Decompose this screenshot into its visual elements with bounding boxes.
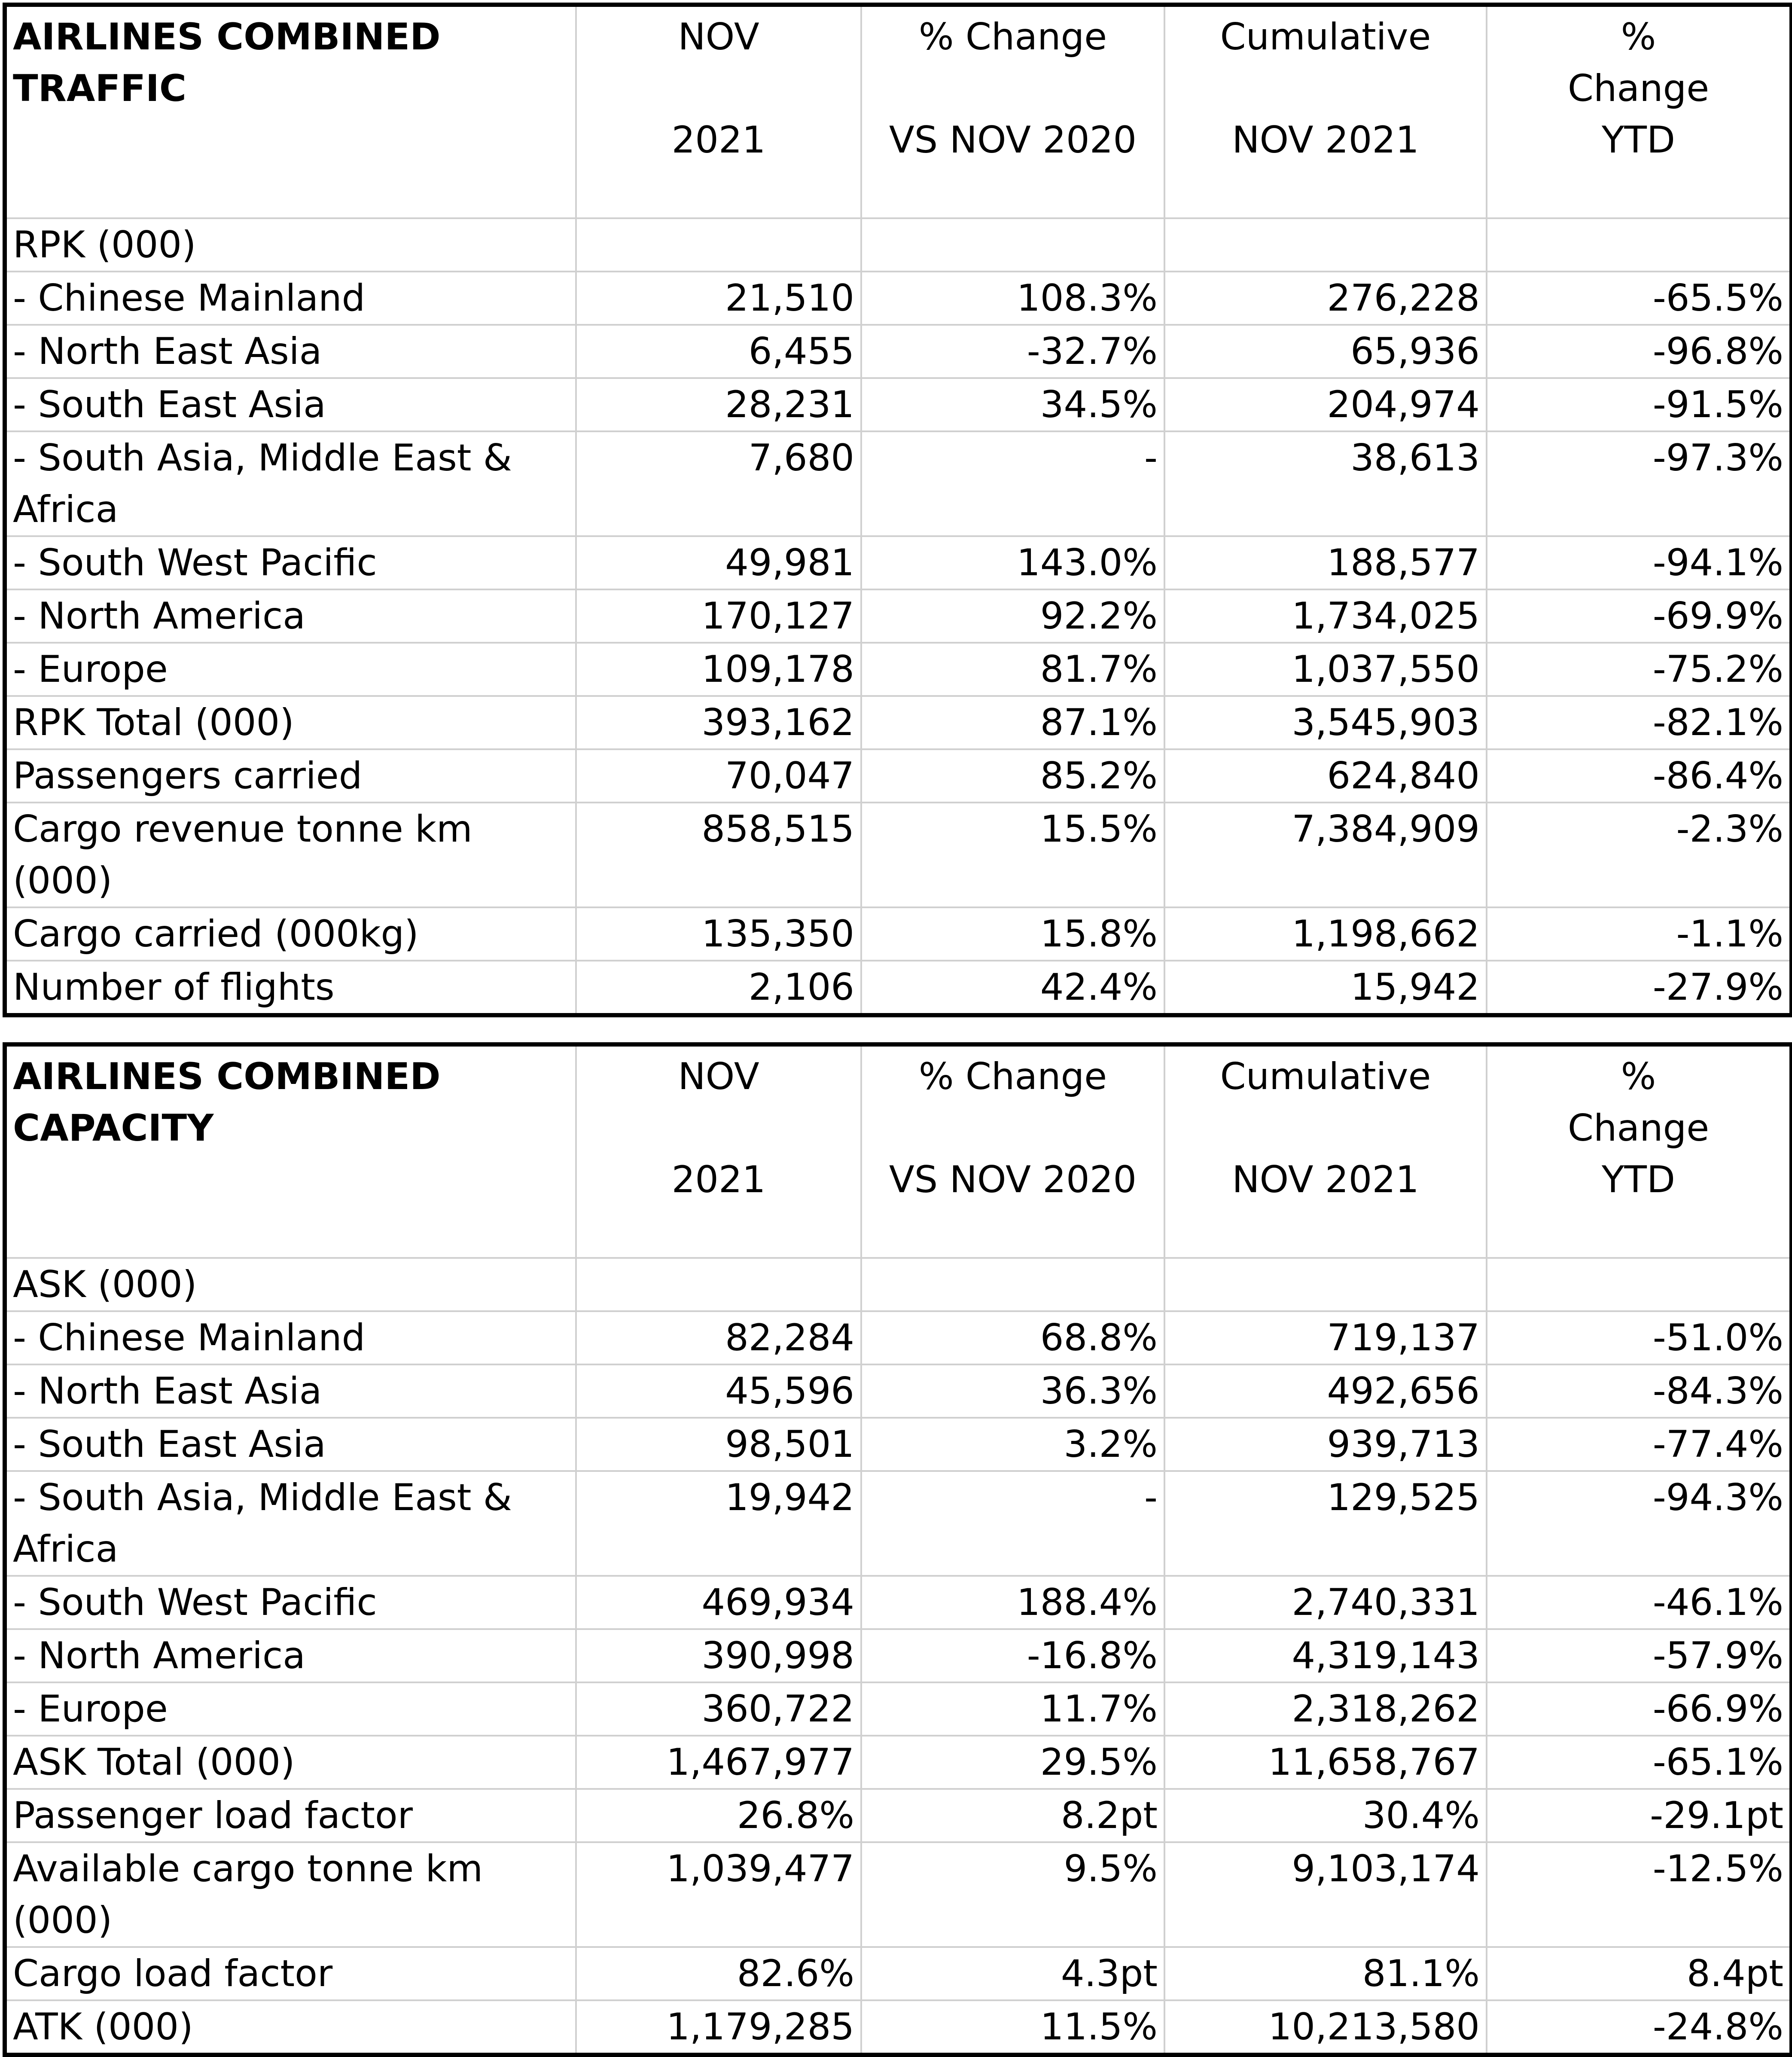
row-label: - South West Pacific — [5, 536, 576, 589]
table-row — [5, 803, 1792, 907]
cumulative-value-cell: 204,974 — [1164, 378, 1487, 431]
change-vs-prior-cell: 34.5% — [861, 378, 1164, 431]
cumulative-value-cell: 81.1% — [1164, 1947, 1487, 2000]
row-label: Available cargo tonne km (000) — [5, 1842, 576, 1947]
table-row — [5, 1947, 1792, 2000]
nov-value-cell: 98,501 — [576, 1418, 861, 1471]
change-vs-prior-cell: -32.7% — [861, 325, 1164, 378]
change-vs-prior-cell — [861, 1258, 1164, 1311]
change-vs-prior-cell: 9.5% — [861, 1842, 1164, 1947]
column-header — [576, 5, 861, 218]
change-ytd-cell: -24.8% — [1487, 2000, 1792, 2055]
row-label: - South East Asia — [5, 1418, 576, 1471]
cumulative-value-cell: 2,740,331 — [1164, 1576, 1487, 1629]
change-ytd-cell: -84.3% — [1487, 1364, 1792, 1418]
table-row — [5, 643, 1792, 696]
table-row — [5, 1364, 1792, 1418]
column-header-line: Change — [1567, 67, 1710, 110]
change-vs-prior-cell: - — [861, 431, 1164, 536]
row-label: RPK Total (000) — [5, 696, 576, 749]
table-row — [5, 961, 1792, 1015]
nov-value-cell: 7,680 — [576, 431, 861, 536]
change-ytd-cell: -65.5% — [1487, 272, 1792, 325]
cumulative-value-cell — [1164, 1258, 1487, 1311]
nov-value-cell: 469,934 — [576, 1576, 861, 1629]
change-ytd-cell: -69.9% — [1487, 589, 1792, 643]
column-header — [1487, 1044, 1792, 1258]
nov-value-cell: 82.6% — [576, 1947, 861, 2000]
nov-value-cell: 26.8% — [576, 1789, 861, 1842]
nov-value-cell: 49,981 — [576, 536, 861, 589]
nov-value-cell: 28,231 — [576, 378, 861, 431]
change-ytd-cell: -29.1pt — [1487, 1789, 1792, 1842]
change-ytd-cell: -94.3% — [1487, 1471, 1792, 1576]
change-vs-prior-cell: 15.5% — [861, 803, 1164, 907]
table-title — [5, 5, 576, 218]
change-ytd-cell: 8.4pt — [1487, 1947, 1792, 2000]
nov-value-cell: 1,039,477 — [576, 1842, 861, 1947]
row-label: - North East Asia — [5, 1364, 576, 1418]
table-title-line: CAPACITY — [13, 1107, 214, 1150]
table-title-line: AIRLINES COMBINED — [13, 1055, 441, 1098]
change-ytd-cell — [1487, 1258, 1792, 1311]
change-vs-prior-cell: 11.7% — [861, 1682, 1164, 1736]
column-header — [861, 5, 1164, 218]
table-row — [5, 272, 1792, 325]
row-label: - South Asia, Middle East & Africa — [5, 431, 576, 536]
cumulative-value-cell: 7,384,909 — [1164, 803, 1487, 907]
column-header-line: Cumulative — [1220, 15, 1431, 58]
column-header-line: % Change — [918, 15, 1107, 58]
row-label: Cargo load factor — [5, 1947, 576, 2000]
cumulative-value-cell: 38,613 — [1164, 431, 1487, 536]
cumulative-value-cell: 9,103,174 — [1164, 1842, 1487, 1947]
column-header — [576, 1044, 861, 1258]
column-header — [1164, 1044, 1487, 1258]
cumulative-value-cell: 188,577 — [1164, 536, 1487, 589]
change-ytd-cell: -75.2% — [1487, 643, 1792, 696]
change-vs-prior-cell: 8.2pt — [861, 1789, 1164, 1842]
row-label: - Chinese Mainland — [5, 272, 576, 325]
change-vs-prior-cell: 85.2% — [861, 749, 1164, 803]
column-header-line: 2021 — [671, 1158, 766, 1201]
table-row — [5, 2000, 1792, 2055]
table-row — [5, 1736, 1792, 1789]
row-label: Passengers carried — [5, 749, 576, 803]
table-title-line: AIRLINES COMBINED — [13, 15, 441, 58]
traffic-table — [3, 3, 1792, 1017]
column-header-line — [583, 1102, 854, 1154]
column-header-line: VS NOV 2020 — [889, 1158, 1137, 1201]
change-ytd-cell: -94.1% — [1487, 536, 1792, 589]
row-label: ASK (000) — [5, 1258, 576, 1311]
row-label: - North America — [5, 1629, 576, 1682]
row-label: - Chinese Mainland — [5, 1311, 576, 1364]
capacity-table — [3, 1042, 1792, 2057]
cumulative-value-cell: 10,213,580 — [1164, 2000, 1487, 2055]
change-ytd-cell: -91.5% — [1487, 378, 1792, 431]
column-header-line — [1171, 1102, 1480, 1154]
table-row — [5, 1629, 1792, 1682]
row-label: - South West Pacific — [5, 1576, 576, 1629]
table-row — [5, 431, 1792, 536]
row-label: ASK Total (000) — [5, 1736, 576, 1789]
column-header-line: NOV 2021 — [1232, 119, 1419, 162]
change-vs-prior-cell: 108.3% — [861, 272, 1164, 325]
table-row — [5, 749, 1792, 803]
table-row — [5, 1258, 1792, 1311]
nov-value-cell: 82,284 — [576, 1311, 861, 1364]
cumulative-value-cell: 30.4% — [1164, 1789, 1487, 1842]
row-label: - North East Asia — [5, 325, 576, 378]
row-label: Number of flights — [5, 961, 576, 1015]
nov-value-cell: 135,350 — [576, 907, 861, 961]
column-header — [1487, 5, 1792, 218]
nov-value-cell: 1,179,285 — [576, 2000, 861, 2055]
column-header-line — [868, 63, 1158, 114]
change-vs-prior-cell: - — [861, 1471, 1164, 1576]
cumulative-value-cell: 129,525 — [1164, 1471, 1487, 1576]
change-vs-prior-cell: -16.8% — [861, 1629, 1164, 1682]
nov-value-cell: 21,510 — [576, 272, 861, 325]
header-row — [5, 1044, 1792, 1258]
row-label: - North America — [5, 589, 576, 643]
table-row — [5, 378, 1792, 431]
cumulative-value-cell: 3,545,903 — [1164, 696, 1487, 749]
table-row — [5, 218, 1792, 272]
change-vs-prior-cell: 11.5% — [861, 2000, 1164, 2055]
column-header-line — [583, 63, 854, 114]
nov-value-cell: 19,942 — [576, 1471, 861, 1576]
row-label: ATK (000) — [5, 2000, 576, 2055]
column-header-line: YTD — [1601, 1158, 1676, 1201]
table-row — [5, 696, 1792, 749]
change-ytd-cell: -27.9% — [1487, 961, 1792, 1015]
nov-value-cell: 170,127 — [576, 589, 861, 643]
cumulative-value-cell: 4,319,143 — [1164, 1629, 1487, 1682]
nov-value-cell: 393,162 — [576, 696, 861, 749]
table-title — [5, 1044, 576, 1258]
change-ytd-cell: -97.3% — [1487, 431, 1792, 536]
change-ytd-cell: -2.3% — [1487, 803, 1792, 907]
row-label: - South East Asia — [5, 378, 576, 431]
change-ytd-cell: -46.1% — [1487, 1576, 1792, 1629]
table-row — [5, 536, 1792, 589]
column-header-line: Cumulative — [1220, 1055, 1431, 1098]
row-label: - South Asia, Middle East & Africa — [5, 1471, 576, 1576]
nov-value-cell: 6,455 — [576, 325, 861, 378]
column-header-line: VS NOV 2020 — [889, 119, 1137, 162]
cumulative-value-cell: 719,137 — [1164, 1311, 1487, 1364]
row-label: RPK (000) — [5, 218, 576, 272]
change-vs-prior-cell: 92.2% — [861, 589, 1164, 643]
column-header-line: % — [1621, 1055, 1656, 1098]
change-ytd-cell: -96.8% — [1487, 325, 1792, 378]
change-ytd-cell: -57.9% — [1487, 1629, 1792, 1682]
table-row — [5, 1471, 1792, 1576]
row-label: Passenger load factor — [5, 1789, 576, 1842]
cumulative-value-cell: 624,840 — [1164, 749, 1487, 803]
nov-value-cell: 45,596 — [576, 1364, 861, 1418]
table-row — [5, 1311, 1792, 1364]
change-vs-prior-cell: 15.8% — [861, 907, 1164, 961]
column-header — [1164, 5, 1487, 218]
change-vs-prior-cell: 42.4% — [861, 961, 1164, 1015]
cumulative-value-cell: 1,734,025 — [1164, 589, 1487, 643]
cumulative-value-cell: 15,942 — [1164, 961, 1487, 1015]
table-row — [5, 907, 1792, 961]
row-label: - Europe — [5, 1682, 576, 1736]
change-vs-prior-cell: 81.7% — [861, 643, 1164, 696]
cumulative-value-cell: 939,713 — [1164, 1418, 1487, 1471]
nov-value-cell: 390,998 — [576, 1629, 861, 1682]
nov-value-cell: 1,467,977 — [576, 1736, 861, 1789]
table-title-line: TRAFFIC — [13, 67, 187, 110]
cumulative-value-cell: 2,318,262 — [1164, 1682, 1487, 1736]
column-header-line: 2021 — [671, 119, 766, 162]
column-header-line — [1171, 63, 1480, 114]
table-row — [5, 1682, 1792, 1736]
table-row — [5, 1789, 1792, 1842]
column-header-line: Change — [1567, 1107, 1710, 1150]
column-header-line: NOV — [678, 15, 759, 58]
change-ytd-cell: -82.1% — [1487, 696, 1792, 749]
nov-value-cell: 109,178 — [576, 643, 861, 696]
capacity-table-body — [5, 1044, 1792, 2055]
column-header-line: NOV — [678, 1055, 759, 1098]
header-row — [5, 5, 1792, 218]
nov-value-cell: 360,722 — [576, 1682, 861, 1736]
change-ytd-cell: -51.0% — [1487, 1311, 1792, 1364]
table-row — [5, 589, 1792, 643]
change-vs-prior-cell: 87.1% — [861, 696, 1164, 749]
column-header-line — [868, 1102, 1158, 1154]
traffic-table-body — [5, 5, 1792, 1015]
table-row — [5, 1576, 1792, 1629]
row-label: - Europe — [5, 643, 576, 696]
column-header-line: NOV 2021 — [1232, 1158, 1419, 1201]
change-vs-prior-cell: 29.5% — [861, 1736, 1164, 1789]
change-vs-prior-cell: 143.0% — [861, 536, 1164, 589]
column-header-line: % Change — [918, 1055, 1107, 1098]
row-label: Cargo carried (000kg) — [5, 907, 576, 961]
column-header — [861, 1044, 1164, 1258]
change-ytd-cell: -77.4% — [1487, 1418, 1792, 1471]
column-header-line: YTD — [1601, 119, 1676, 162]
change-vs-prior-cell: 4.3pt — [861, 1947, 1164, 2000]
table-row — [5, 1842, 1792, 1947]
table-row — [5, 325, 1792, 378]
nov-value-cell: 2,106 — [576, 961, 861, 1015]
change-ytd-cell: -12.5% — [1487, 1842, 1792, 1947]
change-ytd-cell: -65.1% — [1487, 1736, 1792, 1789]
row-label: Cargo revenue tonne km (000) — [5, 803, 576, 907]
change-vs-prior-cell — [861, 218, 1164, 272]
change-ytd-cell — [1487, 218, 1792, 272]
cumulative-value-cell: 492,656 — [1164, 1364, 1487, 1418]
table-row — [5, 1418, 1792, 1471]
change-vs-prior-cell: 68.8% — [861, 1311, 1164, 1364]
column-header-line: % — [1621, 15, 1656, 58]
change-ytd-cell: -66.9% — [1487, 1682, 1792, 1736]
nov-value-cell — [576, 1258, 861, 1311]
nov-value-cell: 858,515 — [576, 803, 861, 907]
change-vs-prior-cell: 188.4% — [861, 1576, 1164, 1629]
change-vs-prior-cell: 36.3% — [861, 1364, 1164, 1418]
change-ytd-cell: -1.1% — [1487, 907, 1792, 961]
cumulative-value-cell: 1,037,550 — [1164, 643, 1487, 696]
cumulative-value-cell: 276,228 — [1164, 272, 1487, 325]
nov-value-cell: 70,047 — [576, 749, 861, 803]
change-vs-prior-cell: 3.2% — [861, 1418, 1164, 1471]
cumulative-value-cell: 65,936 — [1164, 325, 1487, 378]
cumulative-value-cell — [1164, 218, 1487, 272]
cumulative-value-cell: 1,198,662 — [1164, 907, 1487, 961]
nov-value-cell — [576, 218, 861, 272]
cumulative-value-cell: 11,658,767 — [1164, 1736, 1487, 1789]
change-ytd-cell: -86.4% — [1487, 749, 1792, 803]
